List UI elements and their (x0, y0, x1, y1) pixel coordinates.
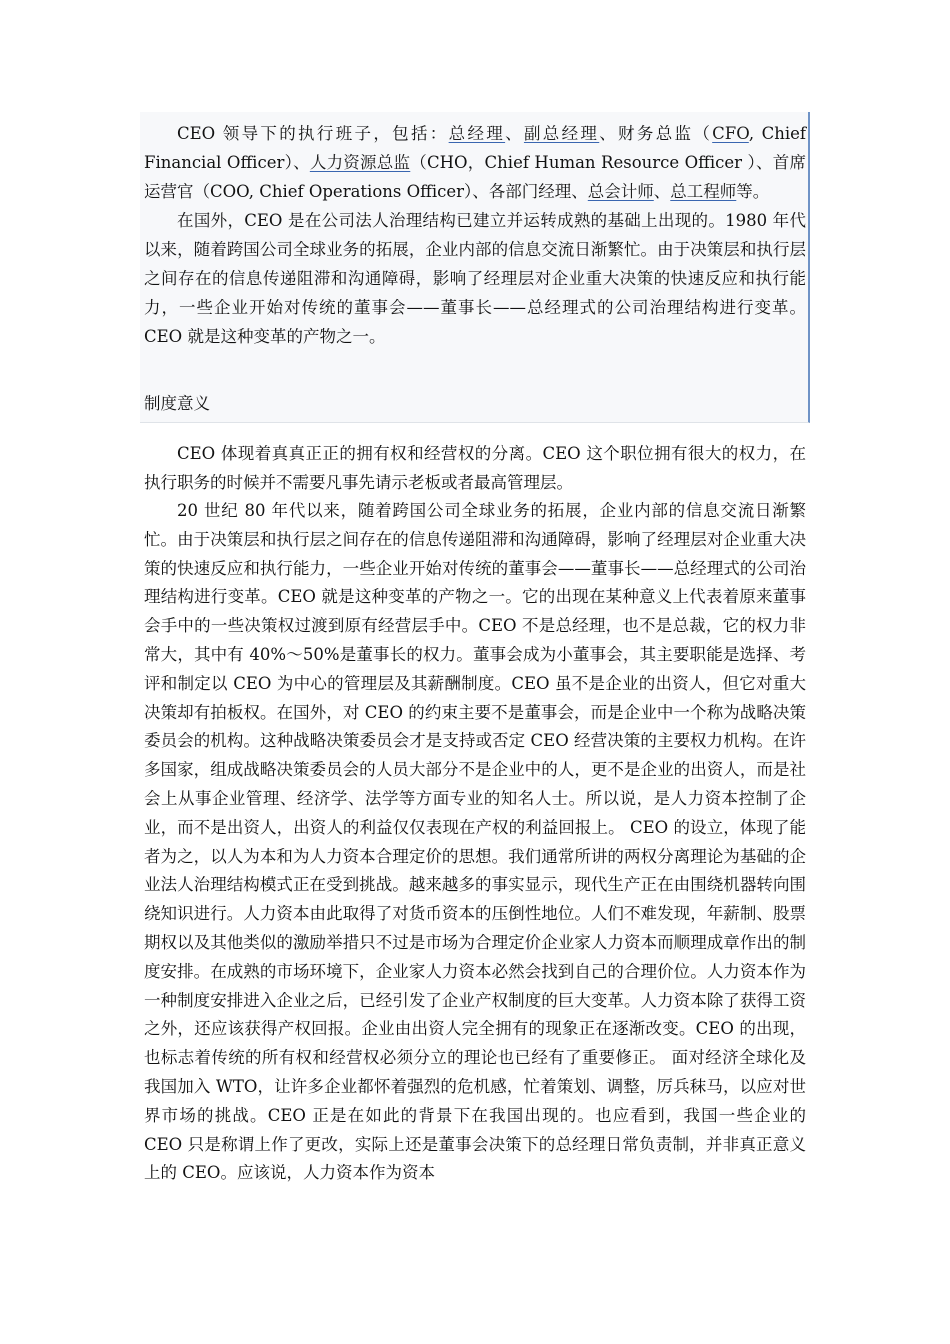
link-hr-director[interactable]: 人力资源总监 (309, 153, 411, 172)
intro-text: , Chief Financial Officer）、 (144, 124, 807, 172)
body-paragraph-2: 20 世纪 80 年代以来，随着跨国公司全球业务的拓展，企业内部的信息交流日渐繁忙。由于决策层和执行层之间存在的信息传递阻滞和沟通障碍，影响了经理层对企业重大决策的快速反应和执行能力，一些企业开始对传统的董事会——董事长——总经理式的公司治理结构进行变革。CEO 就是这种变革的产物之一。它的出现在某种意义上代表着原来董事会手中的一些决策权过渡到原有经营层手中。CEO 不是总经理，也不是总裁，它的权力非常大，其中有 40%～50%是董事长的权力。董事会成为小董事会，其主要职能是选择、考评和制定以 CEO 为中心的管理层及其薪酬制度。CEO 虽不是企业的出资人，但它对重大决策却有拍板权。在国外，对 CEO 的约束主要不是董事会，而是企业中一个称为战略决策委员会的机构。这种战略决策委员会才是支持或否定 CEO 经营决策的主要权力机构。在许多国家，组成战略决策委员会的人员大部分不是企业中的人，更不是企业的出资人，而是社会上从事企业管理、经济学、法学等方面专业的知名人士。所以说，是人力资本控制了企业，而不是出资人，出资人的利益仅仅表现在产权的利益回报上。 CEO 的设立，体现了能者为之，以人为本和为人力资本合理定价的思想。我们通常所讲的两权分离理论为基础的企业法人治理结构模式正在受到挑战。越来越多的事实显示，现代生产正在由围绕机器转向围绕知识进行。人力资本由此取得了对货币资本的压倒性地位。人们不难发现，年薪制、股票期权以及其他类似的激励举措只不过是市场为合理定价企业家人力资本而顺理成章作出的制度安排。在成熟的市场环境下，企业家人力资本必然会找到自己的合理价位。人力资本作为一种制度安排进入企业之后，已经引发了企业产权制度的巨大变革。人力资本除了获得工资之外，还应该获得产权回报。企业由出资人完全拥有的现象正在逐渐改变。CEO 的出现，也标志着传统的所有权和经营权必须分立的理论也已经有了重要修正。 面对经济全球化及我国加入 WTO，让许多企业都怀着强烈的危机感，忙着策划、调整，厉兵秣马，以应对世界市场的挑战。CEO 正是在如此的背景下在我国出现的。也应看到，我国一些企业的 CEO 只是称谓上作了更改，实际上还是董事会决策下的总经理日常负责制，并非真正意义上的 CEO。应该说，人力资本作为资本 (144, 501, 806, 1183)
link-cfo[interactable]: CFO (712, 124, 749, 143)
separator: 、 (653, 182, 671, 201)
intro-text: （CHO，Chief Human Resource Officer ）、首席运营官（COO, Chief Operations Officer）、各部门经理、 (144, 153, 807, 201)
intro-paragraph-1 (144, 119, 806, 206)
body-paragraph-1: CEO 体现着真真正正的拥有权和经营权的分离。CEO 这个职位拥有很大的权力，在执行职务的时候并不需要凡事先请示老板或者最高管理层。 (144, 444, 806, 492)
separator: 、 (505, 124, 524, 143)
intro-paragraph-2: 在国外，CEO 是在公司法人治理结构已建立并运转成熟的基础上出现的。1980 年代以来，随着跨国公司全球业务的拓展，企业内部的信息交流日渐繁忙。由于决策层和执行层之间存在的信息传递阻滞和沟通障碍，影响了经理层对企业重大决策的快速反应和执行能力，一些企业开始对传统的董事会——董事长——总经理式的公司治理结构进行变革。CEO 就是这种变革的产物之一。 (144, 211, 806, 346)
link-deputy-general-manager[interactable]: 副总经理 (523, 124, 600, 143)
section-heading: 制度意义 (144, 394, 210, 413)
link-chief-accountant[interactable]: 总会计师 (587, 182, 654, 201)
link-general-manager[interactable]: 总经理 (448, 124, 506, 143)
link-chief-engineer[interactable]: 总工程师 (670, 182, 737, 201)
intro-text: 、财务总监（ (599, 124, 713, 143)
intro-text: 等。 (736, 182, 770, 201)
intro-text: CEO 领导下的执行班子，包括： (177, 124, 449, 143)
